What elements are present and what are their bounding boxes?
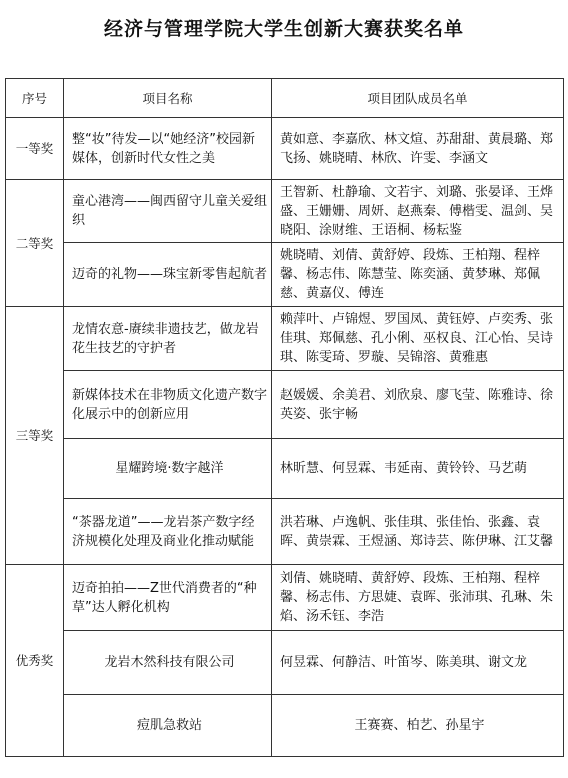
table-row [6, 565, 564, 631]
header-project: 项目名称 [64, 79, 272, 118]
table-row [6, 499, 564, 565]
team-members: 赖萍叶、卢锦煜、罗国凤、黄钰婷、卢奕秀、张佳琪、郑佩慈、孔小俐、巫权良、江心怡、吴诗琪、陈雯琦、罗璇、吴锦溶、黄雅惠 [272, 307, 564, 371]
table-row [6, 695, 564, 757]
project-name: “茶器龙道”——龙岩茶产数字经济规模化处理及商业化推动赋能 [64, 499, 272, 565]
project-name: 迈奇拍拍——Z世代消费者的“种草”达人孵化机构 [64, 565, 272, 631]
table-row [6, 243, 564, 307]
document-title: 经济与管理学院大学生创新大赛获奖名单 [103, 18, 464, 40]
project-name: 痘肌急救站 [64, 695, 272, 757]
table-row [6, 307, 564, 371]
category-cell: 一等奖 [6, 118, 64, 180]
project-name: 龙情农意-赓续非遗技艺，做龙岩花生技艺的守护者 [64, 307, 272, 371]
table-row [6, 180, 564, 243]
team-members: 林昕慧、何昱霖、韦延南、黄铃铃、马艺萌 [272, 439, 564, 499]
award-table [5, 78, 564, 757]
header-members: 项目团队成员名单 [272, 79, 564, 118]
header-seq: 序号 [6, 79, 64, 118]
project-name: 童心港湾——闽西留守儿童关爱组织 [64, 180, 272, 243]
project-name: 星耀跨境·数字越洋 [64, 439, 272, 499]
team-members: 刘倩、姚晓晴、黄舒婷、段炼、王柏翔、程梓馨、杨志伟、方思婕、袁晖、张沛琪、孔琳、朱焰、汤禾钰、李浩 [272, 565, 564, 631]
project-name: 整“妆”待发—以“她经济”校园新媒体，创新时代女性之美 [64, 118, 272, 180]
team-members: 赵媛媛、余美君、刘欣泉、廖飞莹、陈雅诗、徐英姿、张宇畅 [272, 371, 564, 439]
category-cell: 优秀奖 [6, 565, 64, 757]
team-members: 王智新、杜静瑜、文若宇、刘璐、张晏译、王烨盛、王姗姗、周妍、赵燕秦、傅楷雯、温剑、吴晓阳、涂财维、王语桐、杨耘鉴 [272, 180, 564, 243]
table-row [6, 439, 564, 499]
header-row [6, 79, 564, 118]
team-members: 姚晓晴、刘倩、黄舒婷、段炼、王柏翔、程梓馨、杨志伟、陈慧莹、陈奕涵、黄梦琳、郑佩慈、黄嘉仪、傅连 [272, 243, 564, 307]
table-row [6, 631, 564, 695]
table-row [6, 118, 564, 180]
category-cell: 三等奖 [6, 307, 64, 565]
team-members: 黄如意、李嘉欣、林文煊、苏甜甜、黄晨璐、郑飞扬、姚晓晴、林欣、许雯、李涵文 [272, 118, 564, 180]
project-name: 龙岩木然科技有限公司 [64, 631, 272, 695]
project-name: 新媒体技术在非物质文化遗产数字化展示中的创新应用 [64, 371, 272, 439]
team-members: 王赛赛、柏艺、孙星宇 [272, 695, 564, 757]
project-name: 迈奇的礼物——珠宝新零售起航者 [64, 243, 272, 307]
team-members: 洪若琳、卢逸帆、张佳琪、张佳怡、张鑫、袁晖、黄崇霖、王煜涵、郑诗芸、陈伊琳、江艾馨 [272, 499, 564, 565]
category-cell: 二等奖 [6, 180, 64, 307]
table-row [6, 371, 564, 439]
team-members: 何昱霖、何静洁、叶笛岑、陈美琪、谢文龙 [272, 631, 564, 695]
